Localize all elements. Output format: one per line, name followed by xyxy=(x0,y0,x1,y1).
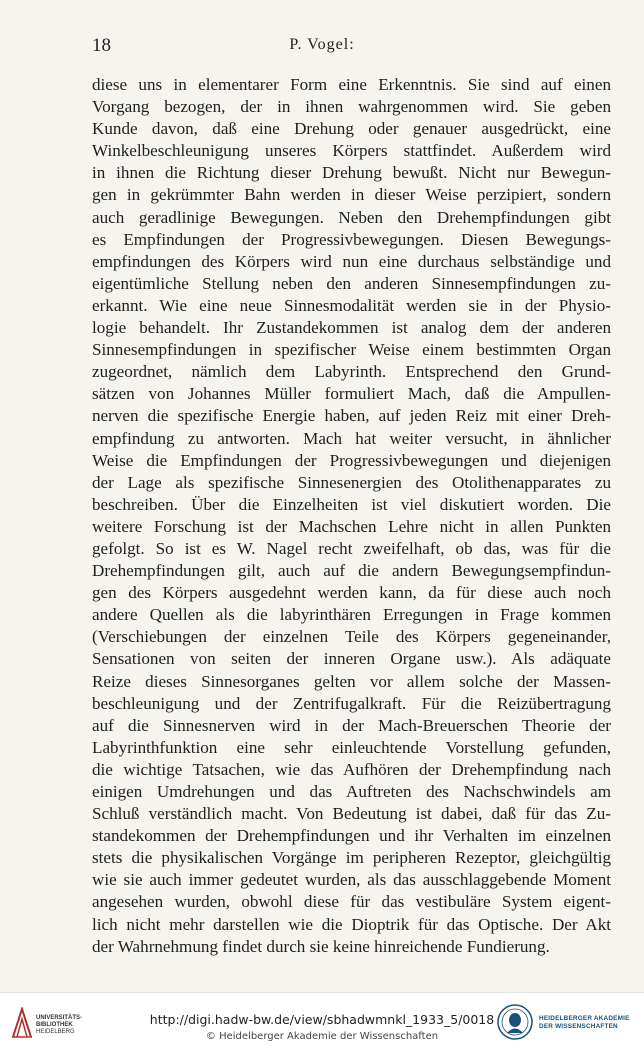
text-line: nerven die spezifische Energie haben, auf jeden Reiz mit einer Dreh- xyxy=(92,406,611,426)
text-line: Sinnesempfindungen in spezifischer Weise einem bestimmten Organ xyxy=(92,340,611,360)
text-line: diese uns in elementarer Form eine Erkenntnis. Sie sind auf einen xyxy=(92,75,611,94)
text-line: (Verschiebungen der einzelnen Teile des Körpers gegeneinander, xyxy=(92,627,611,647)
text-line: Kunde davon, daß eine Drehung oder genauer ausgedrückt, eine xyxy=(92,119,611,139)
text-line: zugeordnet, nämlich dem Labyrinth. Entsprechend den Grund- xyxy=(92,362,611,382)
text-line: erkannt. Wie eine neue Sinnesmodalität werden sie in der Physio- xyxy=(92,295,611,315)
academy-name: HEIDELBERGER AKADEMIE DER WISSENSCHAFTEN xyxy=(539,1015,630,1030)
text-line: wie sie auch immer gedeutet wurden, als das ausschlaggebende Moment xyxy=(92,870,611,890)
copyright-text: © Heidelberger Akademie der Wissenschaften xyxy=(205,1031,439,1042)
text-line: es Empfindungen der Progressivbewegungen. Diesen Bewegungs- xyxy=(92,229,611,249)
text-line: auch geradlinige Bewegungen. Neben den Drehempfindungen gibt xyxy=(92,207,611,227)
text-line: Labyrinthfunktion eine sehr einleuchtende Vorstellung gefunden, xyxy=(92,737,611,757)
text-line: lich nicht mehr darstellen wie die Dioptrik für das Optische. Der Akt xyxy=(92,914,611,934)
copyright-notice xyxy=(0,1031,644,1042)
text-line: empfindung zu antworten. Mach hat weiter versucht, in ähnlicher xyxy=(92,428,611,448)
text-line: logie behandelt. Ihr Zustandekommen ist analog dem der anderen xyxy=(92,318,611,338)
text-line: gefolgt. So ist es W. Nagel recht zweifelhaft, ob das, was für die xyxy=(92,538,611,558)
text-line: eigentümliche Stellung neben den anderen Sinnesempfindungen zu- xyxy=(92,273,611,293)
text-line: sätzen von Johannes Müller formuliert Mach, daß die Ampullen- xyxy=(92,384,611,404)
text-line: einigen Umdrehungen und das Auftreten des Nachschwindels am xyxy=(92,782,611,801)
text-line: Sensationen von seiten der inneren Organe usw.). Als adäquate xyxy=(92,649,611,669)
body-text xyxy=(92,74,611,958)
text-line: Drehempfindungen gilt, auch auf die andern Bewegungsempfindun- xyxy=(92,561,611,581)
text-line: beschreiben. Über die Einzelheiten ist viel diskutiert worden. Die xyxy=(92,494,611,514)
text-line: gen des Körpers ausgedehnt werden kann, da für diese auch noch xyxy=(92,583,611,603)
text-line: stets die physikalischen Vorgänge im peripheren Rezeptor, gleichgültig xyxy=(92,848,611,868)
source-url-link[interactable]: http://digi.hadw-bw.de/view/sbhadwmnkl_1933_5/0018 xyxy=(149,1012,495,1027)
text-line: der Wahrnehmung findet durch sie keine hinreichende Fundierung. xyxy=(92,936,550,956)
text-line: Weise die Empfindungen der Progressivbewegungen und diejenigen xyxy=(92,450,611,470)
text-line: angesehen wurden, obwohl diese für das vestibuläre System eigent- xyxy=(92,892,611,912)
text-line: standekommen der Drehempfindungen und ihr Verhalten im einzelnen xyxy=(92,826,611,846)
text-line: gen in gekrümmter Bahn werden in dieser Weise perzipiert, sondern xyxy=(92,185,611,205)
text-line: empfindungen des Körpers wird nun eine durchaus selbständige und xyxy=(92,251,611,271)
text-line: andere Quellen als die labyrinthären Erregungen in Frage kommen xyxy=(92,605,611,625)
text-line: Reize dieses Sinnesorganes gelten vor allem solche der Massen- xyxy=(92,671,611,691)
text-line: in ihnen die Richtung dieser Drehung bewußt. Nicht nur Bewegun- xyxy=(92,163,611,183)
text-line: Winkelbeschleunigung unseres Körpers stattfindet. Außerdem wird xyxy=(92,141,611,161)
page-number: 18 xyxy=(92,35,111,56)
footer-bar xyxy=(0,992,644,1052)
text-line: die wichtige Tatsachen, wie das Aufhören der Drehempfindung nach xyxy=(92,759,611,779)
academy-seal-icon xyxy=(497,1004,533,1040)
text-line: weitere Forschung ist der Machschen Lehre nicht in allen Punkten xyxy=(92,516,611,536)
library-name: UNIVERSITÄTS- BIBLIOTHEK HEIDELBERG xyxy=(36,1015,83,1035)
text-line: Vorgang bezogen, der in ihnen wahrgenommen wird. Sie geben xyxy=(92,97,611,117)
text-line: beschleunigung und der Zentrifugalkraft. Für die Reizübertragung xyxy=(92,693,611,713)
text-line: der Lage als spezifische Sinnesenergien des Otolithenapparates zu xyxy=(92,472,611,492)
text-line: auf die Sinnesnerven wird in der Mach-Breuerschen Theorie der xyxy=(92,715,611,735)
text-line: Schluß verständlich macht. Von Bedeutung ist dabei, daß für das Zu- xyxy=(92,804,611,824)
running-head: P. Vogel: xyxy=(289,36,355,53)
